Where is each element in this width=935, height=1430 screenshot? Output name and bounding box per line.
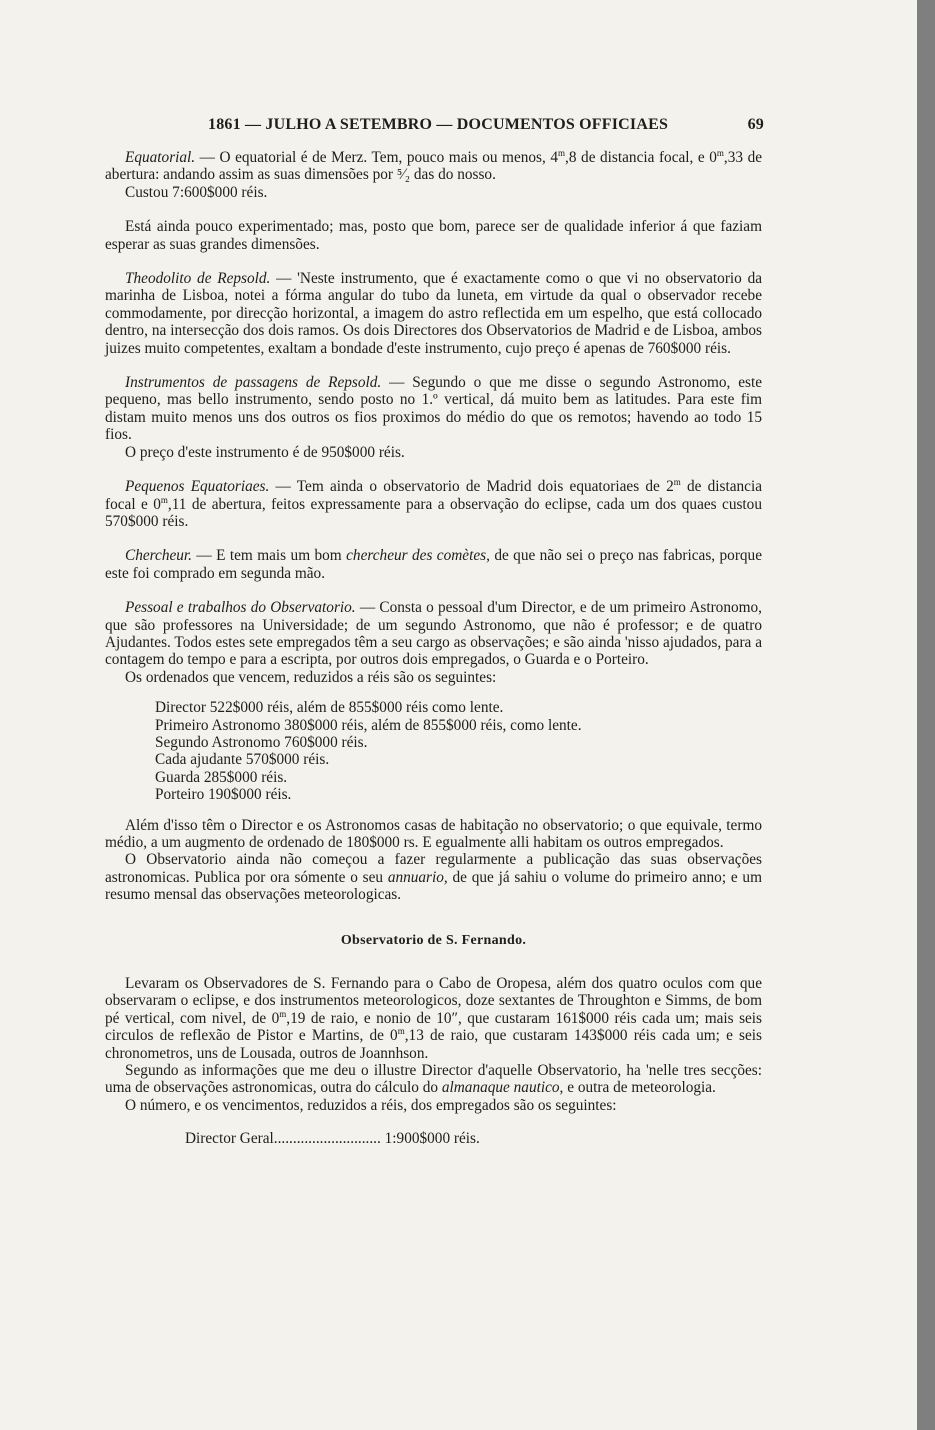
paragraph-pessoal — [105, 599, 762, 669]
paragraph-pequenos-equatoriaes — [105, 478, 762, 530]
paragraph-lead: Pequenos Equatoriaes. — [125, 478, 270, 496]
section-heading: Observatorio de S. Fernando. — [340, 932, 527, 948]
italic-span: annuario, — [387, 868, 448, 886]
text-span: Segundo as informações que me deu o illustre Director d'aquelle Observatorio, ha 'nelle tres secções: uma de observações astronomicas, outra do cálculo do — [105, 1062, 762, 1097]
list-item: Porteiro 190$000 réis. — [155, 786, 292, 804]
body-text — [105, 149, 762, 1148]
header-title: 1861 — JULHO A SETEMBRO — DOCUMENTOS OFFICIAES — [208, 116, 669, 133]
superscript: m — [558, 147, 566, 158]
paragraph-numero: O número, e os vencimentos, reduzidos a réis, dos empregados são os seguintes: — [125, 1096, 617, 1114]
text-span: — E tem mais um bom — [191, 547, 347, 565]
paragraph-equatorial — [105, 149, 762, 184]
text-span: ,11 de abertura, feitos expressamente para a observação do eclipse, cada um dos quaes custou 570$000 réis. — [105, 495, 762, 530]
paragraph-lead: Instrumentos de passagens de Repsold. — [125, 374, 382, 392]
running-header — [208, 116, 764, 134]
text-span: — Consta o pessoal d'um Director, e de um primeiro Astronomo, que são professores na Universidade; de um segundo Astronomo, que não é professor; e de quatro Ajudantes. Todos estes sete empregados têm a seu cargo as observações; e são ainda 'nisso ajudados, para a contagem do tempo e para a escripta, por outros dois empregados, o Guarda e o Porteiro. — [105, 599, 762, 669]
paragraph-lead: Pessoal e trabalhos do Observatorio. — [125, 599, 356, 617]
text-span: de que não sei o preço nas fabricas, porque este foi comprado em segunda mão. — [105, 547, 762, 582]
italic-span: chercheur des comètes, — [346, 547, 490, 565]
list-item: Primeiro Astronomo 380$000 réis, além de 855$000 réis, como lente. — [155, 716, 582, 734]
paragraph-lead: Chercheur. — [125, 547, 192, 565]
text-span: — O equatorial é de Merz. Tem, pouco mais ou menos, 4 — [195, 149, 559, 166]
paragraph-levaram — [105, 975, 762, 1062]
superscript: m — [716, 147, 724, 158]
text-span: O Observatorio ainda não começou a fazer regularmente a publicação das suas observações astronomicas. Publica por ora sómente o seu — [105, 851, 762, 886]
italic-span: almanaque nautico, — [441, 1079, 564, 1097]
text-span: ,19 de raio, e nonio de 10″, que custaram 161$000 réis cada um; mais seis circulos de reflexão de Pistor e Martins, de 0 — [105, 1009, 763, 1045]
paragraph-lead: Theodolito de Repsold. — [125, 270, 271, 288]
text-span: — Tem ainda o observatorio de Madrid dois equatoriaes de 2 — [269, 478, 674, 496]
superscript: m — [673, 477, 681, 487]
paragraph-experimentado: Está ainda pouco experimentado; mas, posto que bom, parece ser de qualidade inferior á que faziam esperar as suas grandes dimensões. — [105, 218, 762, 253]
paragraph-line: Os ordenados que vencem, reduzidos a réis são os seguintes: — [125, 668, 497, 686]
list-item: Cada ajudante 570$000 réis. — [155, 751, 330, 769]
salary-list — [155, 699, 762, 803]
paragraph-theodolito — [105, 270, 762, 357]
text-span: de distancia focal e 0 — [105, 478, 762, 513]
director-geral-line: Director Geral............................ 1:900$000 réis. — [185, 1130, 480, 1148]
paragraph-lead: Equatorial. — [125, 149, 196, 166]
superscript: m — [160, 494, 168, 505]
text-span: Levaram os Observadores de S. Fernando para o Cabo de Oropesa, além dos quatro oculos com que observaram o eclipse, e dos instrumentos meteorologicos, doze sextantes de Throughton e Simms, de bom pé vertical, com nivel, de 0 — [105, 975, 762, 1027]
list-item: Guarda 285$000 réis. — [155, 768, 288, 786]
text-span: e outra de meteorologia. — [563, 1079, 716, 1097]
paragraph-alem: Além d'isso têm o Director e os Astronomos casas de habitação no observatorio; o que equivale, termo médio, a um augmento de ordenado de 180$000 rs. E egualmente alli habitam os outros empregados. — [105, 816, 762, 851]
paragraph-instrumentos — [105, 374, 762, 444]
list-item: Segundo Astronomo 760$000 réis. — [155, 733, 368, 751]
paragraph-segundo — [105, 1062, 762, 1097]
paragraph-publicacao — [105, 851, 762, 903]
superscript: m — [279, 1008, 287, 1019]
paragraph-chercheur — [105, 547, 762, 582]
list-item: Director 522$000 réis, além de 855$000 réis como lente. — [155, 699, 504, 717]
superscript: m — [397, 1026, 405, 1037]
text-span: — Segundo o que me disse o segundo Astronomo, este pequeno, mas bello instrumento, sendo posto no 1.º vertical, dá muito bem as latitudes. Para este fim distam muito menos uns dos outros os fios proximos do médio do que os remotos; havendo ao todo 15 fios. — [105, 374, 762, 444]
paragraph-line: O preço d'este instrumento é de 950$000 réis. — [125, 443, 405, 461]
text-span: ,8 de distancia focal, e 0 — [565, 149, 717, 166]
text-span: ,33 de abertura: andando assim as suas dimensões por ⁵⁄₂ das do nosso. — [105, 149, 763, 184]
paragraph-line: Custou 7:600$000 réis. — [125, 183, 268, 201]
scan-border — [917, 0, 935, 1430]
page-number: 69 — [747, 116, 764, 133]
text-span: — 'Neste instrumento, que é exactamente como o que vi no observatorio da marinha de Lisboa, notei a fórma angular do tubo da luneta, em virtude da qual o observador recebe commodamente, por direcção horizontal, a imagem do astro reflectida em um espelho, que está collocado dentro, na intersecção dos dois ramos. Os dois Directores dos Observatorios de Madrid e de Lisboa, ambos juizes muito competentes, exaltam a bondade d'este instrumento, cujo preço é apenas de 760$000 réis. — [105, 270, 763, 357]
text-span: de que já sahiu o volume do primeiro anno; e um resumo mensal das observações meteorologicas. — [105, 868, 762, 904]
text-span: ,13 de raio, que custaram 143$000 réis cada um; e seis chronometros, uns de Lousada, outros de Joannhson. — [105, 1027, 762, 1062]
